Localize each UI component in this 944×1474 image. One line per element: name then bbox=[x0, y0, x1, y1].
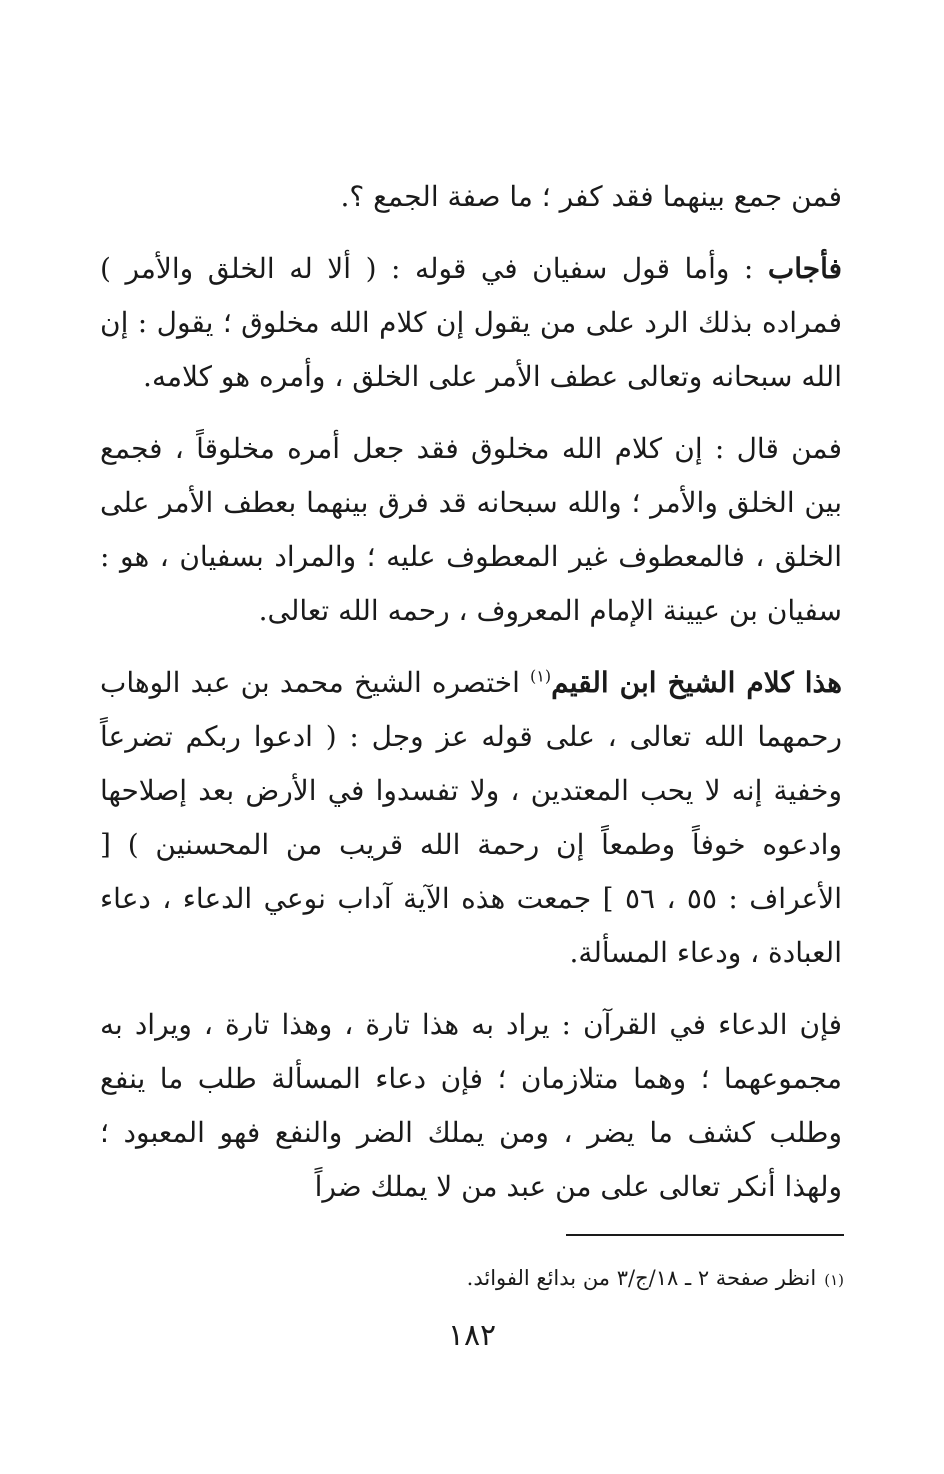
paragraph-2-text: : وأما قول سفيان في قوله : ( ألا له الخلق والأمر ) فمراده بذلك الرد على من يقول إن كلام الله مخلوق ؛ يقول : إن الله سبحانه وتعالى عطف الأمر على الخلق ، وأمره هو كلامه. bbox=[100, 252, 842, 393]
paragraph-2-lead: فأجاب bbox=[767, 252, 842, 285]
footnote-divider bbox=[566, 1234, 844, 1236]
footnote-reference[interactable]: (١) bbox=[530, 666, 552, 686]
paragraph-1-text: فمن جمع بينهما فقد كفر ؛ ما صفة الجمع ؟. bbox=[340, 180, 842, 213]
page-number: ١٨٢ bbox=[447, 1318, 497, 1353]
paragraph-3-text: فمن قال : إن كلام الله مخلوق فقد جعل أمره مخلوقاً ، فجمع بين الخلق والأمر ؛ والله سبحانه قد فرق بينهما بعطف الأمر على الخلق ، فالمعطوف غير المعطوف عليه ؛ والمراد بسفيان ، هو : سفيان بن عيينة الإمام المعروف ، رحمه الله تعالى. bbox=[100, 432, 842, 627]
body-text bbox=[100, 170, 842, 1232]
paragraph-3 bbox=[100, 422, 842, 638]
footnote-number: (١) bbox=[824, 1271, 844, 1289]
paragraph-2 bbox=[100, 242, 842, 404]
paragraph-4 bbox=[100, 656, 842, 980]
footnote bbox=[102, 1262, 844, 1296]
paragraph-1 bbox=[100, 170, 842, 224]
paragraph-5 bbox=[100, 998, 842, 1214]
footnote-text: انظر صفحة ٢ ـ ١٨/ج/٣ من بدائع الفوائد. bbox=[466, 1266, 817, 1290]
paragraph-4-lead: هذا كلام الشيخ ابن القيم bbox=[551, 666, 842, 699]
paragraph-5-text: فإن الدعاء في القرآن : يراد به هذا تارة ، وهذا تارة ، ويراد به مجموعهما ؛ وهما متلازمان ؛ فإن دعاء المسألة طلب ما ينفع وطلب كشف ما يضر ، ومن يملك الضر والنفع فهو المعبود ؛ ولهذا أنكر تعالى على من عبد من لا يملك ضراً bbox=[100, 1008, 842, 1203]
paragraph-4-text: اختصره الشيخ محمد بن عبد الوهاب رحمهما الله تعالى ، على قوله عز وجل : ( ادعوا ربكم تضرعاً وخفية إنه لا يحب المعتدين ، ولا تفسدوا في الأرض بعد إصلاحها وادعوه خوفاً وطمعاً إن رحمة الله قريب من المحسنين ) [ الأعراف : ٥٥ ، ٥٦ ] جمعت هذه الآية آداب نوعي الدعاء ، دعاء العبادة ، ودعاء المسألة. bbox=[100, 666, 842, 969]
